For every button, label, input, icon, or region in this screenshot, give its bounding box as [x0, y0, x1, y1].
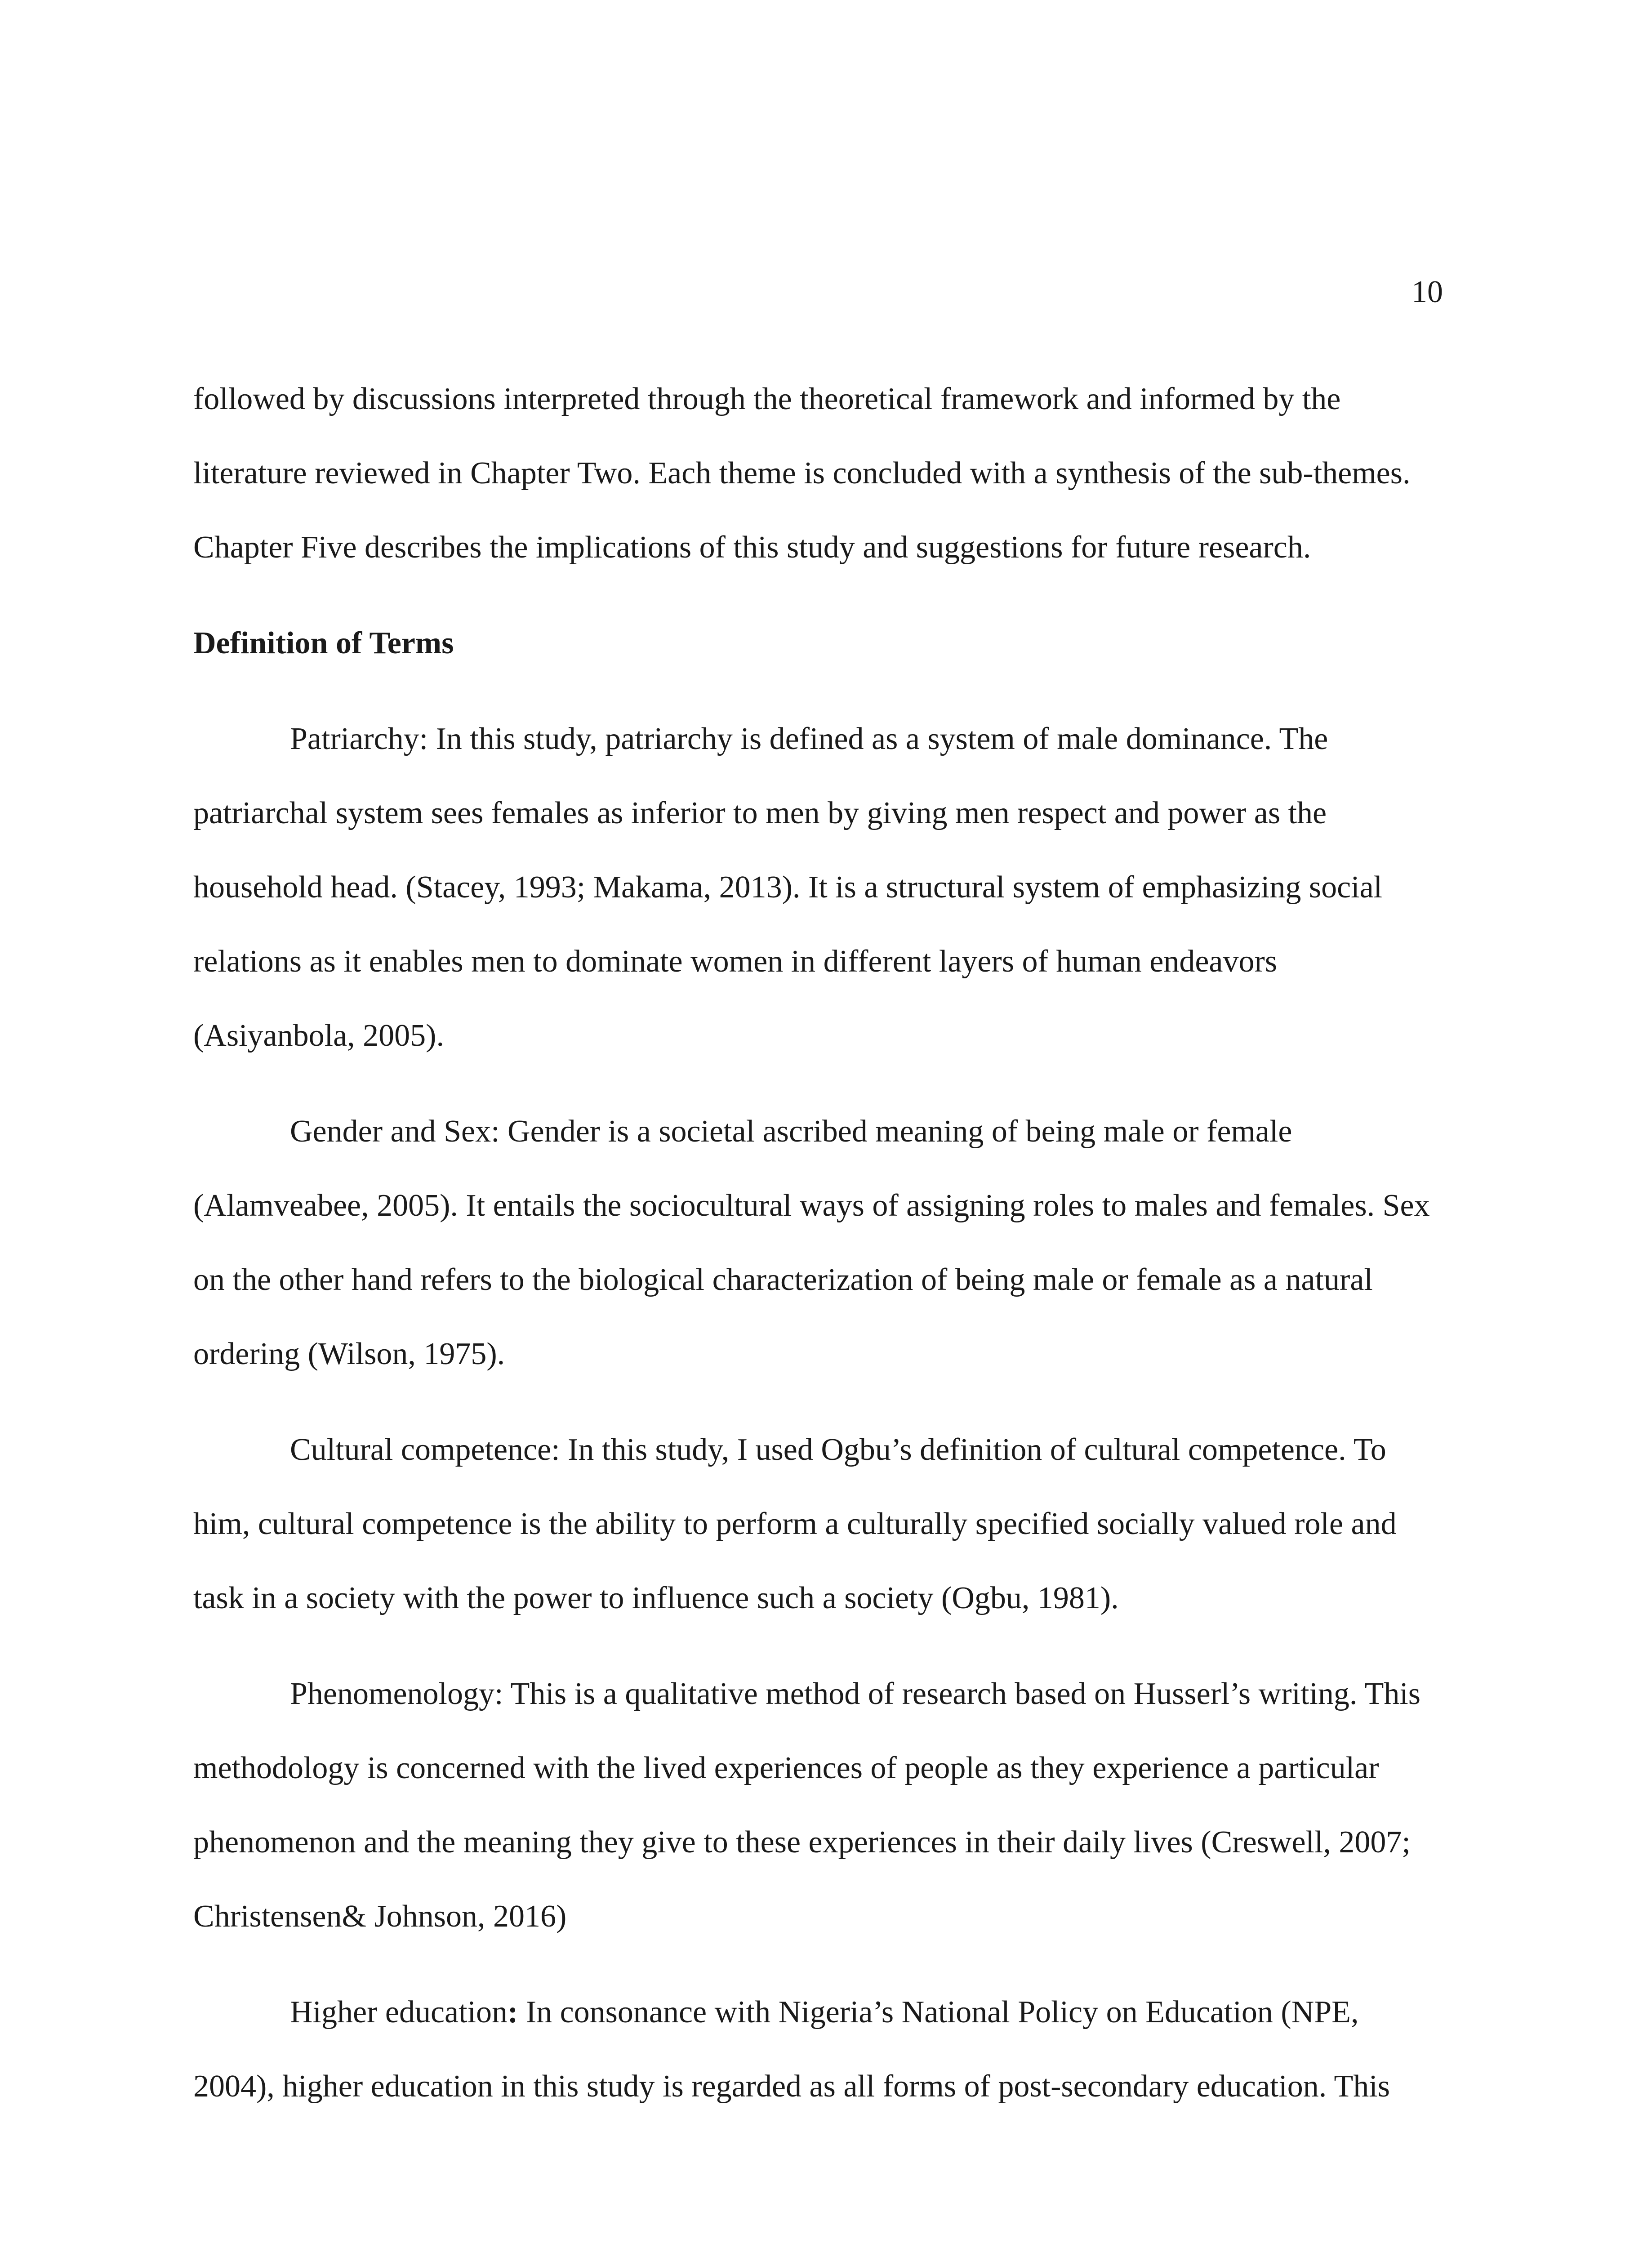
definition-text: In this study, I used Ogbu’s definition of cultural competence. To him, cultural competence is the ability to perform a culturally specified socially valued role and task in a society with the power to influence such a society (Ogbu, 1981). [193, 1432, 1397, 1615]
definition-patriarchy [193, 702, 1443, 1073]
intro-paragraph: followed by discussions interpreted through the theoretical framework and informed by the literature reviewed in Chapter Two. Each theme is concluded with a synthesis of the sub-themes. Chapter Five describes the implications of this study and suggestions for future research. [193, 382, 1411, 565]
term-label: Cultural competence: [290, 1432, 560, 1467]
definition-cultural-competence [193, 1413, 1443, 1635]
document-body [193, 362, 1443, 2145]
definition-text: In consonance with Nigeria’s National Policy on Education (NPE, 2004), higher education in this study is regarded as all forms of post-secondary education. This [193, 1995, 1390, 2104]
term-label: Higher education [290, 1995, 508, 2029]
section-heading: Definition of Terms [193, 626, 454, 660]
definition-gender-and-sex [193, 1094, 1443, 1391]
term-label: Phenomenology: [290, 1677, 503, 1711]
definition-text: Gender is a societal ascribed meaning of being male or female (Alamveabee, 2005). It entails the sociocultural ways of assigning roles to males and females. Sex on the other hand refers to the biological characterization of being male or female as a natural ordering (Wilson, 1975). [193, 1114, 1430, 1371]
term-label: Gender and Sex: [290, 1114, 500, 1149]
term-label: Patriarchy: [290, 722, 428, 756]
definition-text: This is a qualitative method of research based on Husserl’s writing. This methodology is concerned with the lived experiences of people as they experience a particular phenomenon and the meaning they give to these experiences in their daily lives (Creswell, 2007; Christensen& Johnson, 2016) [193, 1677, 1421, 1934]
definition-higher-education [193, 1975, 1443, 2123]
page-number: 10 [1412, 275, 1443, 309]
definition-phenomenology [193, 1657, 1443, 1954]
term-colon: : [507, 1995, 518, 2029]
definition-text: In this study, patriarchy is defined as a system of male dominance. The patriarchal system sees females as inferior to men by giving men respect and power as the household head. (Stacey, 1993; Makama, 2013). It is a structural system of emphasizing social relations as it enables men to dominate women in different layers of human endeavors (Asiyanbola, 2005). [193, 722, 1383, 1053]
